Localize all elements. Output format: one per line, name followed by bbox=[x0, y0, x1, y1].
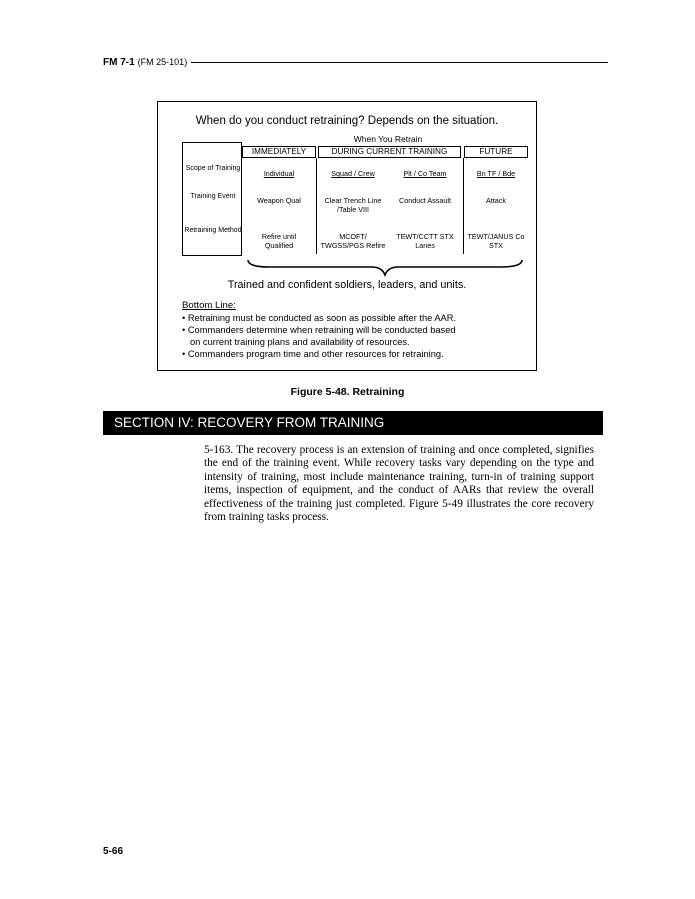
cell-event-clear-trench: Clear Trench Line /Table VIII bbox=[324, 196, 382, 214]
figure-caption: Figure 5-48. Retraining bbox=[290, 386, 405, 398]
column-divider bbox=[316, 158, 317, 254]
figure-title: When do you conduct retraining? Depends on the situation. bbox=[195, 115, 499, 127]
retraining-figure bbox=[157, 101, 537, 371]
cell-scope-battalion: Bn TF / Bde bbox=[476, 169, 516, 178]
bottom-line-label: Bottom Line: bbox=[182, 300, 236, 311]
supersedes-note: (FM 25-101) bbox=[137, 57, 188, 67]
row-label-event: Training Event bbox=[190, 193, 236, 200]
cell-scope-platoon: Plt / Co Team bbox=[403, 169, 447, 178]
cell-method-refire: Refire until Qualified bbox=[261, 232, 297, 250]
cell-method-tewt-janus: TEWT/JANUS Co STX bbox=[467, 232, 525, 250]
cell-method-mcoft: MCOFT/ TWGSS/PGS Refire bbox=[320, 232, 386, 250]
section-heading: SECTION IV: RECOVERY FROM TRAINING bbox=[103, 411, 603, 435]
row-label-method: Retraining Method bbox=[184, 227, 242, 234]
curly-brace bbox=[246, 258, 524, 278]
cell-scope-squad: Squad / Crew bbox=[331, 169, 375, 178]
cell-event-weapon-qual: Weapon Qual bbox=[257, 196, 301, 205]
running-header bbox=[103, 55, 608, 69]
cell-event-attack: Attack bbox=[486, 196, 506, 205]
row-label-scope: Scope of Training bbox=[185, 165, 241, 172]
when-you-retrain-label: When You Retrain bbox=[353, 134, 423, 144]
bullet-item: • Commanders program time and other resources for retraining. bbox=[182, 349, 444, 359]
cell-scope-individual: Individual bbox=[263, 169, 295, 178]
row-label-box bbox=[182, 142, 242, 256]
manual-number: FM 7-1 bbox=[103, 56, 135, 68]
bottom-line-list bbox=[182, 312, 527, 360]
column-header-immediately: IMMEDIATELY bbox=[242, 146, 316, 158]
column-header-future: FUTURE bbox=[464, 146, 528, 158]
page-number: 5-66 bbox=[103, 846, 124, 857]
trained-statement: Trained and confident soldiers, leaders, and units. bbox=[227, 279, 467, 291]
cell-method-tewt-cctt: TEWT/CCTT STX Lanes bbox=[396, 232, 454, 250]
bullet-item: • Retraining must be conducted as soon as possible after the AAR. bbox=[182, 313, 457, 323]
bullet-item: • Commanders determine when retraining will be conducted based bbox=[182, 325, 456, 335]
cell-event-conduct-assault: Conduct Assault bbox=[399, 196, 451, 205]
column-header-during: DURING CURRENT TRAINING bbox=[318, 146, 461, 158]
header-rule bbox=[191, 62, 608, 63]
bullet-continuation: on current training plans and availability of resources. bbox=[190, 337, 410, 347]
body-paragraph: 5-163. The recovery process is an extension of training and once completed, signifies the end of the training event. While recovery tasks vary depending on the type and intensity of training, most include maintenance training, turn-in of training support items, inspection of equipment, and the conduct of AARs that review the overall effectiveness of the training just completed. Figure 5-49 illustrates the core recovery from training tasks process. bbox=[204, 444, 594, 524]
